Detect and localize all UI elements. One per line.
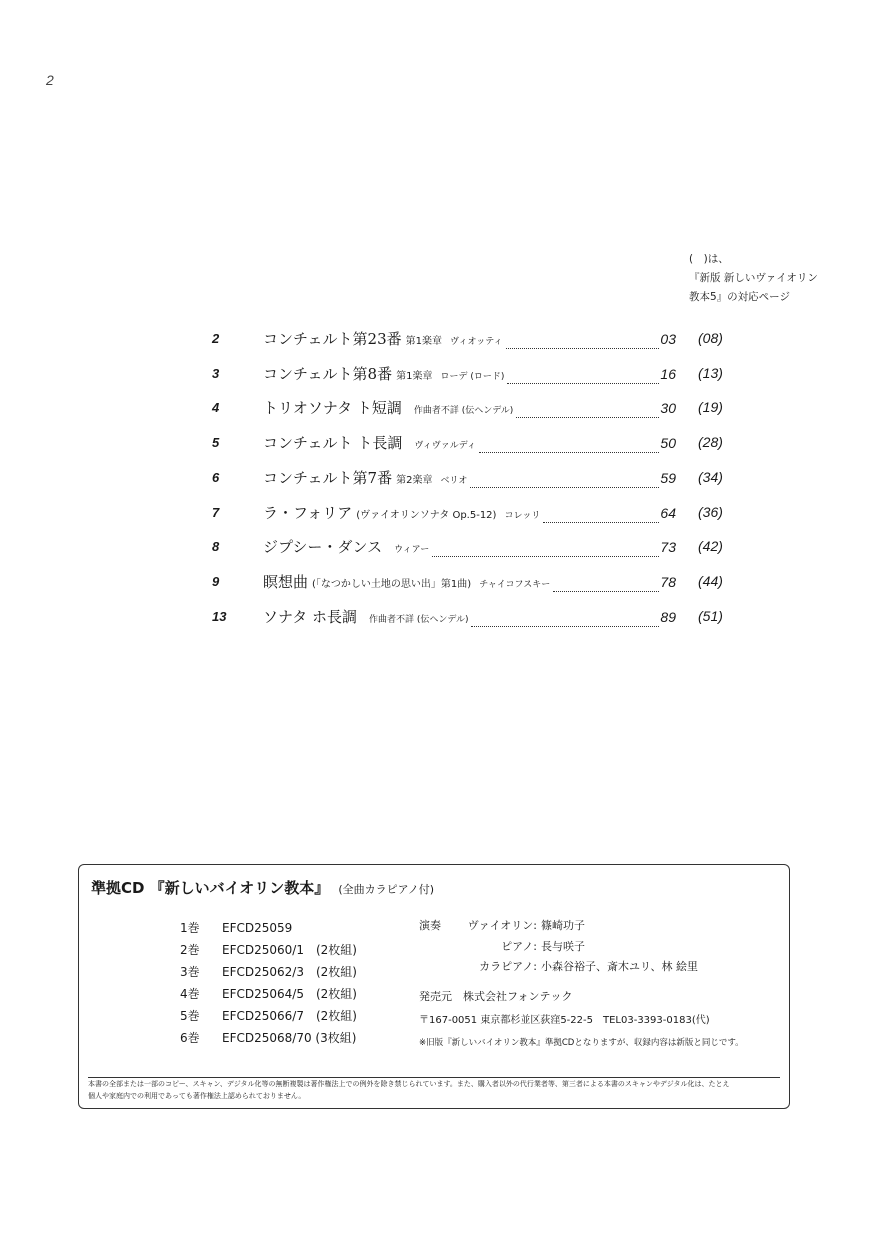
publisher-address: 〒167-0051 東京都杉並区荻窪5-22-5 TEL03-3393-0183(代): [419, 1015, 710, 1026]
cd-volume-row: [180, 919, 357, 941]
toc-composer: 作曲者不詳 (伝ヘンデル): [413, 406, 514, 416]
toc-composer: ローデ (ロード): [440, 372, 505, 382]
cd-title-sub: (全曲カラピアノ付): [338, 883, 435, 896]
toc-number: 2: [212, 331, 220, 346]
cd-volume-list: [180, 919, 357, 1051]
toc-movement: 第1楽章: [405, 336, 443, 347]
toc-number: 9: [212, 574, 220, 589]
performer-role: ヴァイオリン:: [467, 919, 537, 932]
volume-label: 3巻: [180, 965, 200, 979]
copyright-line: 個人や家庭内での利用であっても著作権法上認められておりません。: [88, 1091, 306, 1100]
toc-leader-dots: [470, 487, 659, 488]
performer-role: ピアノ:: [501, 939, 537, 953]
toc-number: 6: [212, 470, 220, 485]
toc-leader-dots: [471, 626, 659, 627]
toc-number: 4: [212, 400, 220, 415]
cd-info-box: [78, 864, 790, 1109]
volume-label: 6巻: [180, 1031, 200, 1045]
toc-page: 78: [660, 574, 676, 590]
volume-label: 4巻: [180, 987, 200, 1001]
cd-edition-note: ※旧版『新しいバイオリン教本』準拠CDとなりますが、収録内容は新版と同じです。: [419, 1038, 744, 1048]
volume-code: EFCD25060/1 (2枚組): [222, 943, 357, 957]
cd-title-main: 準拠CD 『新しいバイオリン教本』: [91, 879, 330, 897]
toc-movement: 第1楽章: [396, 371, 433, 382]
toc-title: ソナタ ホ長調: [263, 608, 358, 626]
note-line: ( )は、: [689, 253, 729, 265]
toc-leader-dots: [506, 348, 660, 349]
performer-row: [419, 958, 719, 979]
toc-page: 16: [660, 366, 676, 382]
toc-page: 03: [660, 331, 676, 347]
toc-composer: コレッリ: [504, 511, 541, 521]
toc-reference-page: (51): [698, 608, 723, 624]
toc-reference-page: (08): [698, 330, 723, 346]
toc-leader-dots: [543, 522, 659, 523]
toc-entry: [0, 363, 872, 387]
volume-code: EFCD25064/5 (2枚組): [222, 987, 357, 1001]
toc-page: 30: [660, 400, 676, 416]
toc-entry: [0, 432, 872, 456]
toc-entry: [0, 536, 872, 560]
toc-entry: [0, 571, 872, 595]
toc-reference-page: (34): [698, 469, 723, 485]
toc-title: 瞑想曲: [263, 573, 309, 591]
toc-title: トリオソナタ ト短調: [263, 399, 402, 417]
performer-name: 篠崎功子: [541, 919, 585, 932]
note-line: 教本5』の対応ページ: [689, 291, 790, 303]
toc-leader-dots: [553, 591, 659, 592]
divider: [88, 1077, 780, 1078]
toc-entry: [0, 502, 872, 526]
toc-composer: チャイコフスキー: [479, 580, 551, 590]
copyright-notice: [88, 1079, 788, 1102]
toc-entry: [0, 606, 872, 630]
page-reference-note: [689, 250, 859, 307]
cd-volume-row: [180, 1029, 357, 1051]
volume-label: 1巻: [180, 921, 200, 935]
toc-number: 13: [212, 609, 227, 624]
toc-movement: 第2楽章: [396, 475, 433, 486]
toc-number: 8: [212, 539, 220, 554]
toc-page: 64: [660, 505, 676, 521]
volume-code: EFCD25059: [222, 921, 293, 935]
toc-reference-page: (36): [698, 504, 723, 520]
toc-number: 3: [212, 366, 220, 381]
volume-code: EFCD25066/7 (2枚組): [222, 1009, 357, 1023]
toc-composer: ヴィヴァルディ: [414, 441, 476, 451]
performer-role: カラピアノ:: [479, 960, 537, 973]
performers-label: 演奏: [419, 919, 441, 932]
performer-name: 小森谷裕子、斎木ユリ、林 絵里: [541, 960, 698, 973]
toc-title: コンチェルト ト長調: [263, 434, 403, 452]
toc-entry: [0, 397, 872, 421]
toc-composer: ベリオ: [440, 476, 468, 486]
cd-volume-row: [180, 1007, 357, 1029]
performer-row: [419, 917, 719, 938]
toc-reference-page: (44): [698, 573, 723, 589]
toc-leader-dots: [516, 417, 659, 418]
cd-volume-row: [180, 963, 357, 985]
toc-movement: (ヴァイオリンソナタ Op.5-12): [356, 510, 497, 521]
toc-leader-dots: [507, 383, 659, 384]
toc-page: 73: [660, 539, 676, 555]
note-line: 『新版 新しいヴァイオリン: [689, 272, 818, 284]
cd-volume-row: [180, 985, 357, 1007]
cd-box-title: [91, 877, 434, 898]
toc-entry: [0, 467, 872, 491]
toc-reference-page: (13): [698, 365, 723, 381]
toc-page: 89: [660, 609, 676, 625]
toc-entry: [0, 328, 872, 352]
toc-title: ジプシー・ダンス: [263, 538, 383, 556]
toc-reference-page: (42): [698, 538, 723, 554]
toc-title: コンチェルト第7番: [263, 469, 393, 487]
toc-reference-page: (19): [698, 399, 723, 415]
performer-name: 長与咲子: [541, 939, 585, 953]
toc-movement: (「なつかしい土地の思い出」第1曲): [312, 579, 472, 590]
volume-label: 2巻: [180, 943, 200, 957]
page-number: 2: [46, 72, 54, 88]
toc-leader-dots: [479, 452, 659, 453]
toc-leader-dots: [432, 556, 659, 557]
toc-composer: 作曲者不詳 (伝ヘンデル): [369, 615, 469, 625]
performers-block: [419, 917, 719, 979]
toc-reference-page: (28): [698, 434, 723, 450]
volume-label: 5巻: [180, 1009, 200, 1023]
toc-page: 59: [660, 470, 676, 486]
volume-code: EFCD25062/3 (2枚組): [222, 965, 357, 979]
toc-number: 7: [212, 505, 220, 520]
toc-title: ラ・フォリア: [263, 504, 353, 522]
copyright-line: 本書の全部または一部のコピー、スキャン、デジタル化等の無断複製は著作権法上での例外を除き禁じられています。また、購入者以外の代行業者等、第三者による本書のスキャンやデジタル化は、たとえ: [88, 1080, 730, 1088]
cd-volume-row: [180, 941, 357, 963]
toc-composer: ヴィオッティ: [450, 337, 503, 347]
volume-code: EFCD25068/70 (3枚組): [222, 1031, 357, 1045]
performer-row: [419, 938, 719, 959]
toc-title: コンチェルト第8番: [263, 365, 393, 383]
toc-page: 50: [660, 435, 676, 451]
toc-title: コンチェルト第23番: [263, 330, 402, 348]
toc-number: 5: [212, 435, 220, 450]
toc-composer: ウィアー: [394, 545, 430, 555]
publisher: 発売元 株式会社フォンテック: [419, 990, 573, 1003]
